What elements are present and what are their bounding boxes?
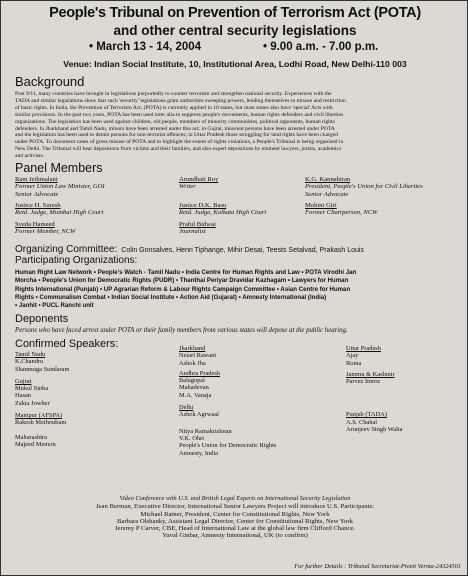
footer-intro: Jean Berman, Executive Director, International Senior Lawyers Project will introduce U.S. Participants: — [95, 503, 375, 511]
speaker-group — [15, 378, 165, 407]
panel-member — [179, 176, 218, 191]
speaker-name: A.S. Chahal — [346, 418, 378, 426]
member-role: Senior Advocate — [305, 190, 349, 198]
poster-title: People's Tribunal on Prevention of Terrorism Act (POTA) — [49, 5, 421, 21]
background-line: TADA and similar legislations show that such 'security' legislations grant authorities sweeping powers, lending themselves to misuse and restriction — [15, 97, 346, 104]
background-line: Post 9/11, many countries have brought in legislations purportedly to counter terrorism and strengthen national security. Experiences with the — [15, 91, 332, 97]
organizing-members: Colin Gonsalves, Henri Tiphange, Mihir Desai, Teests Setalvad, Prakash Louis — [121, 247, 364, 254]
member-name: Mohini Giri — [305, 202, 337, 209]
background-line: defenders. In Jharkhand and Tamil Nadu, minors have been arrested under this act; in Gujrat, innocent persons have been arrested under POTA — [15, 125, 335, 132]
member-role: Retd. Judge, Kolkata High Court — [179, 209, 267, 217]
member-role: Senior Advocate — [15, 190, 59, 198]
speaker-name: Ashok Agrwaal — [179, 411, 219, 419]
speaker-state: Jharkhand — [179, 345, 206, 352]
panel-member — [179, 221, 216, 236]
speaker-name: Rakesh Meihoubam — [15, 419, 67, 427]
speaker-name: K.Chandru — [15, 358, 44, 366]
member-role: Former Chairperson, NCW — [305, 209, 378, 217]
speaker-name: M.A. Vanaja — [179, 391, 212, 399]
member-role: Journalist — [179, 228, 206, 236]
speaker-group — [15, 412, 165, 427]
panel-member — [15, 221, 76, 236]
contact-details: For further Details : Tribunal Secretariat-Preeti Verma-24324501 — [294, 563, 461, 570]
speaker-name: Ajay — [346, 352, 359, 360]
background-line: and activists. — [15, 153, 45, 160]
speaker-state: Jammu & Kashmir — [346, 370, 395, 378]
deponents-text: Persons who have faced arrest under POTA or their family members from various states will depose at the public hearing. — [15, 327, 348, 334]
background-heading: Background — [15, 74, 85, 89]
speaker-name: Parvez Imroz — [346, 378, 381, 386]
member-name: Praful Bidwai — [179, 221, 216, 228]
speakers-column-1 — [15, 351, 165, 448]
speaker-state: Punjab (TADA) — [346, 411, 387, 419]
background-text — [15, 91, 455, 160]
speaker-state: Andhra Pradesh — [179, 369, 220, 377]
background-line: organizations. The legislation has been used against children, old people, members of minority communities, political opponents, human rights — [15, 118, 335, 125]
participant-line: Yuval Ginbar, Amnesty International, UK (to confirm) — [162, 532, 308, 540]
organization-line: Rights • Communalism Combat • Indian Social Institute • Action Aid (Gujarat) • Amnesty International (India) — [15, 293, 327, 301]
speaker-name: Hasan — [15, 392, 31, 400]
participating-organizations — [15, 269, 459, 310]
organization-line: Rights International (Punjab) • UP Agrarian Reform & Labour Rights Campaign Committee • Asian Centre for Human — [15, 285, 351, 293]
event-venue: Venue: Indian Social Institute, 10, Institutional Area, Lodhi Road, New Delhi-110 003 — [63, 59, 407, 69]
speaker-group — [346, 371, 461, 386]
speaker-state: Uttar Pradesh — [346, 345, 381, 352]
participant-line: Michael Ratner, President, Center for Constitutional Rights, New York — [140, 510, 330, 518]
speaker-state: Maharashtra — [15, 433, 47, 441]
event-time: • 9.00 a.m. - 7.00 p.m. — [263, 41, 379, 53]
speaker-name: Arunjeev Singh Walia — [346, 426, 403, 434]
participating-heading: Participating Organizations: — [15, 255, 138, 266]
speakers-column-2 — [179, 345, 319, 457]
panel-member — [15, 176, 105, 198]
panel-member — [15, 202, 103, 217]
participant-line: Barbara Olshanky, Assistant Legal Director, Center for Constitutional Rights, New York — [117, 517, 353, 525]
member-name: Ram Jethmalani — [15, 176, 58, 183]
member-name: K.G. Kannabiran — [305, 176, 351, 183]
video-conference-note: Video Conference with U.S. and British Legal Experts on International Security Legislation — [119, 495, 351, 502]
member-role: President, People's Union for Civil Liberties — [305, 183, 423, 191]
background-line: similar provisions. In the past two years, POTA has been used inter alia to suppress people's movements, human rights defenders and civil liberties — [15, 111, 344, 118]
speaker-name: Roma — [346, 359, 362, 367]
speaker-state: Gujrat — [15, 377, 32, 385]
organization-line: • Janhit • PUCL Ranchi unit — [15, 302, 94, 310]
footer — [11, 495, 459, 540]
member-role: Former Member, NCW — [15, 228, 76, 236]
speaker-group — [346, 345, 461, 367]
background-line: New Delhi. The Tribunal will hear depositions from victims and their families, and also expert depositions by eminent lawyers, jurists, academics — [15, 146, 342, 153]
speaker-group — [346, 411, 461, 433]
panel-heading: Panel Members — [15, 161, 103, 175]
speaker-name: Majeed Memon — [15, 440, 56, 448]
speaker-name: V.K. Ohri — [179, 434, 204, 442]
event-dates: • March 13 - 14, 2004 — [89, 41, 202, 53]
poster-subtitle: and other central security legislations — [113, 23, 357, 38]
member-name: Justice D.K. Basu — [179, 202, 227, 209]
background-line: and the legislation has been used to detain persons for non-terrorist offences; in Uttar Pradesh those struggling for land rights have been charged — [15, 132, 338, 139]
organizing-heading: Organizing Committee: — [15, 244, 118, 255]
member-name: Arundhati Roy — [179, 176, 219, 183]
participant-line: Jeremy P Carver, CBE, Head of International Law at the global law firm Clifford Chance. — [114, 525, 356, 533]
speaker-name: People's Union for Democratic Rights — [179, 442, 277, 450]
organization-line: Human Right Law Network • People's Watch - Tamil Nadu • India Centre for Human Rights and Law • POTA Virodhi Jan — [15, 269, 357, 276]
background-line: of basic rights. In India, the Prevention of Terrorism Act, (POTA) is currently applied in 10 states, but most states also have 'special' Acts with — [15, 104, 333, 111]
speaker-name: Shanmuga Sundaram — [15, 365, 70, 373]
panel-member — [179, 202, 266, 217]
speaker-state: Delhi — [179, 404, 194, 412]
speaker-group — [15, 351, 165, 373]
speaker-group — [179, 345, 319, 367]
speaker-group — [179, 370, 319, 399]
panel-member — [305, 202, 378, 217]
organization-line: Morcha • People's Union for Democratic Rights (PUDR) • Thanthai Periyar Dravidar Kazhagam • Lawyers for Human — [15, 277, 349, 285]
speaker-name: Nitya Ramakrishnan — [179, 427, 232, 435]
speaker-name: Ashok Jha — [179, 359, 206, 367]
background-line: under POTA. To document cases of gross misuse of POTA and to highlight the extent of rights violations, a People's Tribunal is being organized in — [15, 139, 344, 146]
speaker-group — [179, 428, 319, 457]
speaker-name: Mahadevan — [179, 384, 209, 392]
panel-member — [305, 176, 423, 198]
speaker-group — [179, 404, 319, 419]
member-role: Retd. Judge, Mumbai High Court — [15, 209, 104, 217]
speaker-group — [15, 434, 165, 449]
speaker-name: Mukul Sinha — [15, 385, 49, 393]
speaker-name: Netari Rawani — [179, 352, 217, 360]
member-name: Justice H. Suresh — [15, 202, 61, 209]
member-role: Former Union Law Minister, GOI — [15, 183, 105, 191]
speakers-heading: Confirmed Speakers: — [15, 338, 119, 350]
speaker-name: Balagopal — [179, 377, 205, 385]
member-role: Writer — [179, 183, 196, 191]
speaker-state: Tamil Nadu — [15, 351, 46, 358]
speaker-name: Amnesty, India — [179, 449, 218, 457]
speaker-name: Zakia Jowher — [15, 399, 50, 407]
speakers-column-3 — [346, 345, 461, 433]
member-name: Syeda Hameed — [15, 221, 55, 228]
speaker-state: Manipur (AFSPA) — [15, 412, 63, 420]
deponents-heading: Deponents — [15, 313, 69, 325]
